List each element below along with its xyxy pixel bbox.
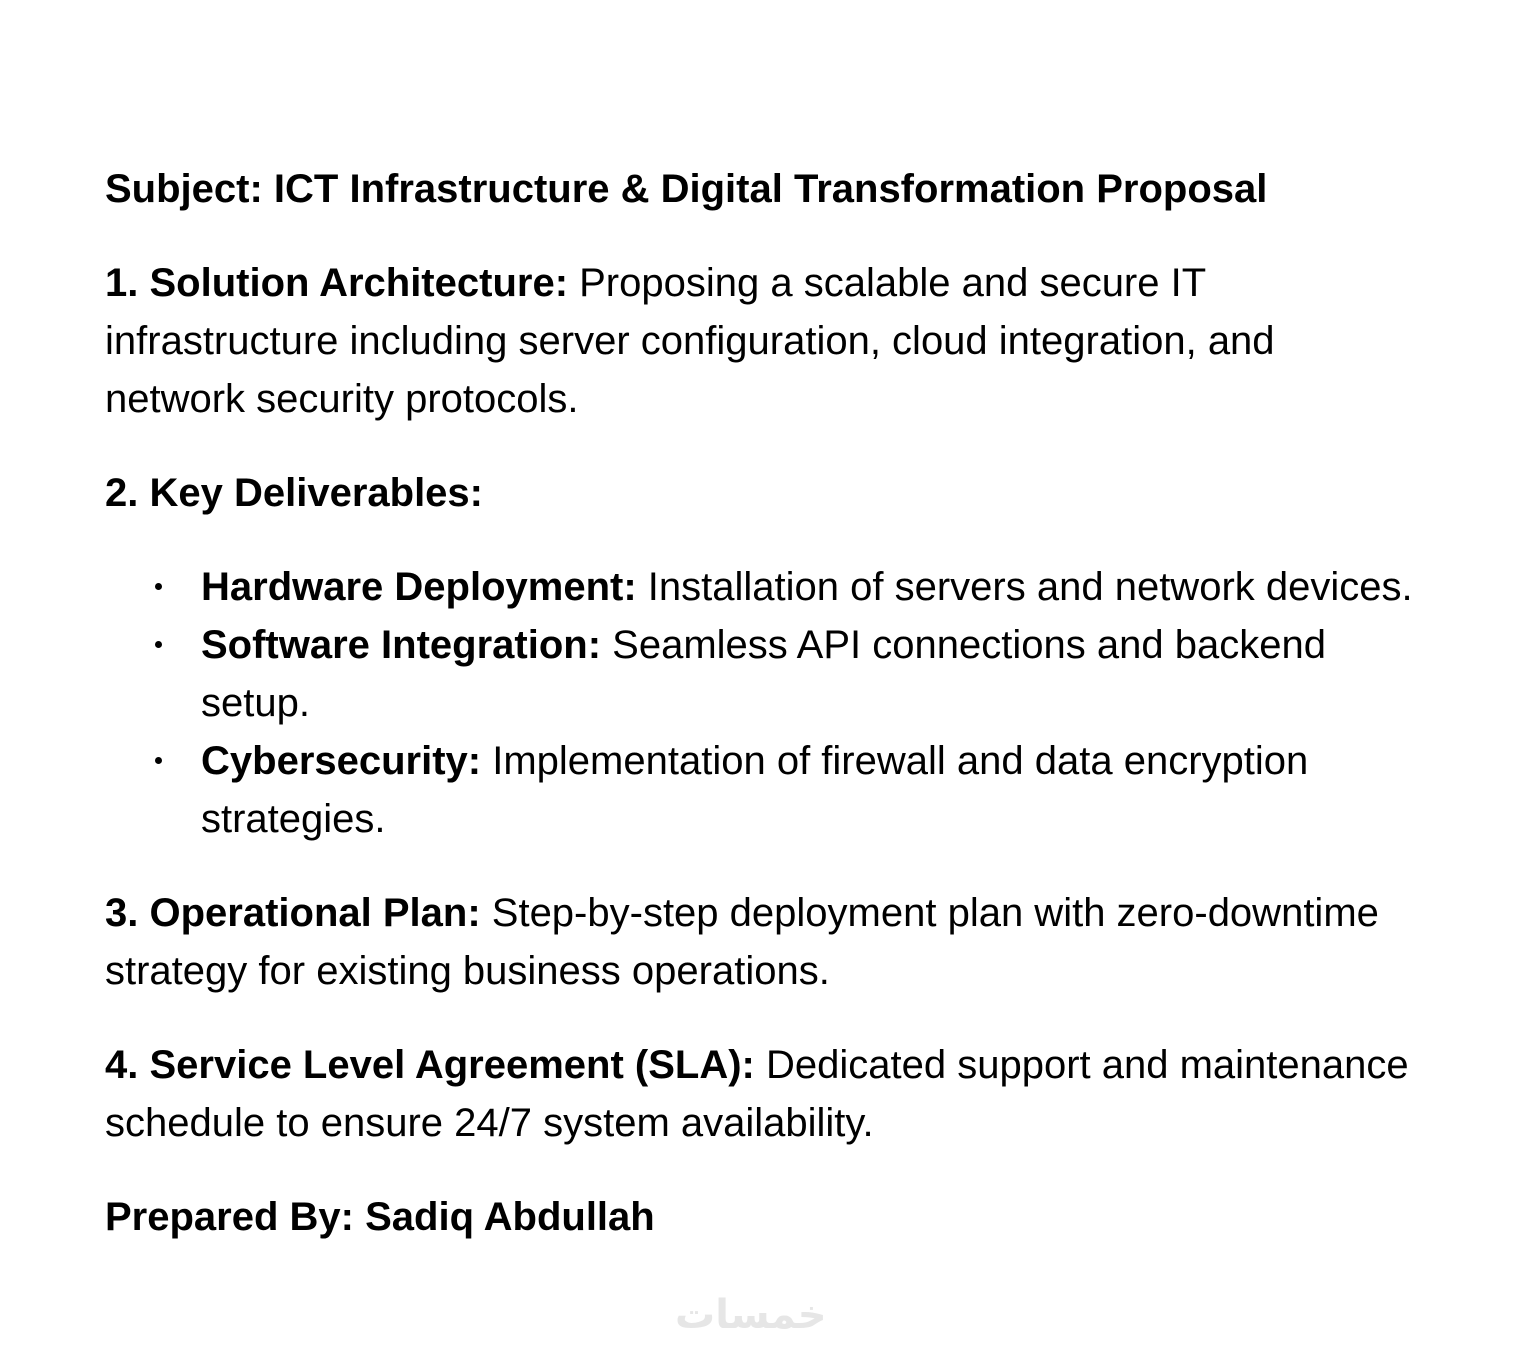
deliverables-list bbox=[105, 558, 1425, 848]
section-operational-plan bbox=[105, 884, 1425, 1000]
list-item bbox=[105, 616, 1425, 732]
section-heading: 4. Service Level Agreement (SLA): bbox=[105, 1043, 755, 1087]
prepared-by: Prepared By: Sadiq Abdullah bbox=[105, 1195, 655, 1239]
bullet-label: Cybersecurity: bbox=[201, 739, 482, 783]
section-heading: 1. Solution Architecture: bbox=[105, 261, 569, 305]
bullet-label: Hardware Deployment: bbox=[201, 565, 637, 609]
section-text: Dedicated support and maintenance schedule to ensure 24/7 system availability. bbox=[105, 1043, 1409, 1145]
bullet-text: Implementation of firewall and data encryption strategies. bbox=[201, 739, 1309, 841]
bullet-icon bbox=[155, 583, 162, 590]
section-sla bbox=[105, 1036, 1425, 1152]
section-key-deliverables-heading: 2. Key Deliverables: bbox=[105, 471, 483, 515]
bullet-icon bbox=[155, 641, 162, 648]
watermark-logo: خمسات bbox=[675, 1292, 827, 1338]
bullet-text: Installation of servers and network devices. bbox=[636, 565, 1413, 609]
list-item bbox=[105, 558, 1425, 616]
document-body bbox=[105, 160, 1425, 1246]
section-solution-architecture bbox=[105, 254, 1425, 428]
section-text: Proposing a scalable and secure IT infrastructure including server configuration, cloud integration, and network security protocols. bbox=[105, 261, 1275, 421]
list-item bbox=[105, 732, 1425, 848]
bullet-icon bbox=[155, 757, 162, 764]
bullet-label: Software Integration: bbox=[201, 623, 602, 667]
section-heading: 3. Operational Plan: bbox=[105, 891, 481, 935]
bullet-text: Seamless API connections and backend setup. bbox=[201, 623, 1326, 725]
section-text: Step-by-step deployment plan with zero-downtime strategy for existing business operations. bbox=[105, 891, 1379, 993]
subject-line: Subject: ICT Infrastructure & Digital Transformation Proposal bbox=[105, 167, 1268, 211]
